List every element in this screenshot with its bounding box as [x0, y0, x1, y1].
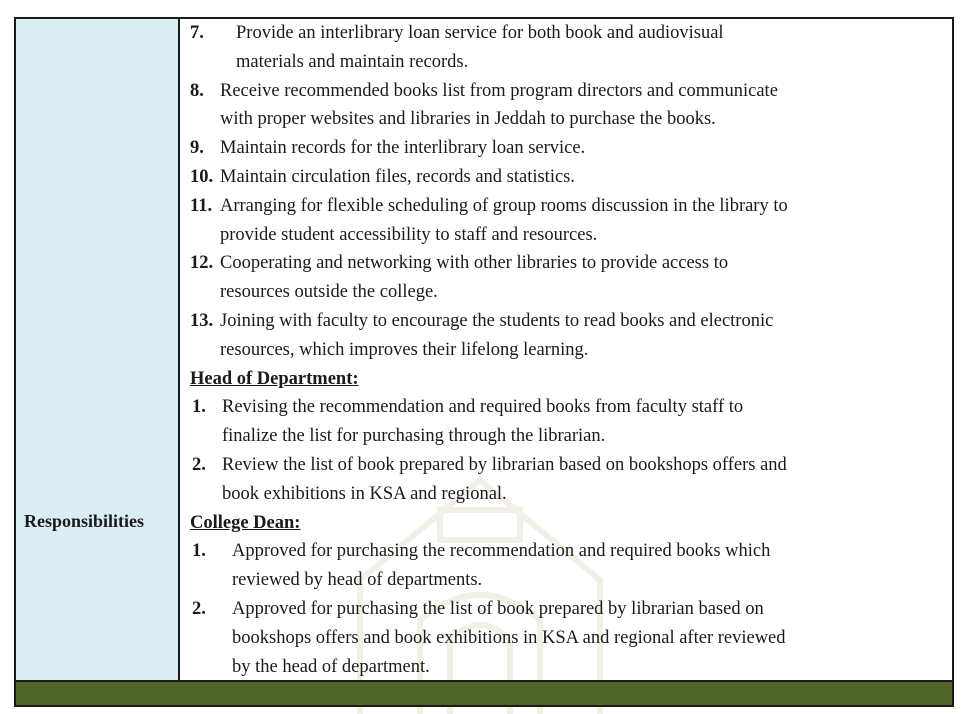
- item-text: Approved for purchasing the list of book prepared by librarian based on: [232, 599, 764, 619]
- item-text: book exhibitions in KSA and regional.: [222, 483, 507, 504]
- section-heading-college-dean: College Dean:: [190, 512, 301, 533]
- item-number: 10.: [190, 167, 214, 187]
- item-text: with proper websites and libraries in Jeddah to purchase the books.: [220, 109, 716, 130]
- item-text: finalize the list for purchasing through the librarian.: [222, 426, 606, 447]
- item-number: 7.: [190, 23, 204, 43]
- row-label-cell: [16, 19, 180, 680]
- item-text: Cooperating and networking with other libraries to provide access to: [220, 253, 729, 274]
- item-text: reviewed by head of departments.: [232, 570, 483, 591]
- responsibilities-table: [14, 17, 954, 707]
- item-text: Review the list of book prepared by librarian based on bookshops offers and: [222, 455, 787, 475]
- section-heading-head-of-department: Head of Department:: [190, 368, 359, 389]
- item-number: 2.: [192, 455, 206, 475]
- item-number: 12.: [190, 253, 214, 274]
- item-text: Maintain circulation files, records and statistics.: [220, 167, 575, 187]
- item-text: bookshops offers and book exhibitions in KSA and regional after reviewed: [232, 627, 786, 648]
- item-text: Approved for purchasing the recommendation and required books which: [232, 541, 771, 562]
- item-text: Arranging for flexible scheduling of group rooms discussion in the library to: [220, 195, 788, 216]
- item-number: 1.: [192, 397, 206, 418]
- item-number: 8.: [190, 80, 204, 101]
- item-text: Joining with faculty to encourage the students to read books and electronic: [220, 311, 774, 331]
- row-label: Responsibilities: [24, 511, 145, 531]
- item-text: resources, which improves their lifelong learning.: [220, 339, 589, 360]
- responsibilities-content: [180, 19, 952, 680]
- item-text: materials and maintain records.: [236, 51, 469, 72]
- item-text: provide student accessibility to staff and resources.: [220, 224, 598, 245]
- item-number: 9.: [190, 138, 204, 159]
- item-text: resources outside the college.: [220, 282, 438, 303]
- item-text: Revising the recommendation and required books from faculty staff to: [222, 397, 744, 418]
- item-text: Receive recommended books list from program directors and communicate: [220, 80, 778, 101]
- item-number: 1.: [192, 541, 206, 562]
- item-text: Provide an interlibrary loan service for both book and audiovisual: [236, 23, 724, 43]
- item-number: 11.: [190, 195, 213, 216]
- item-number: 13.: [190, 311, 214, 331]
- footer-bar: [16, 680, 952, 705]
- item-number: 2.: [192, 599, 206, 619]
- item-text: Maintain records for the interlibrary loan service.: [220, 138, 586, 159]
- item-text: by the head of department.: [232, 656, 430, 677]
